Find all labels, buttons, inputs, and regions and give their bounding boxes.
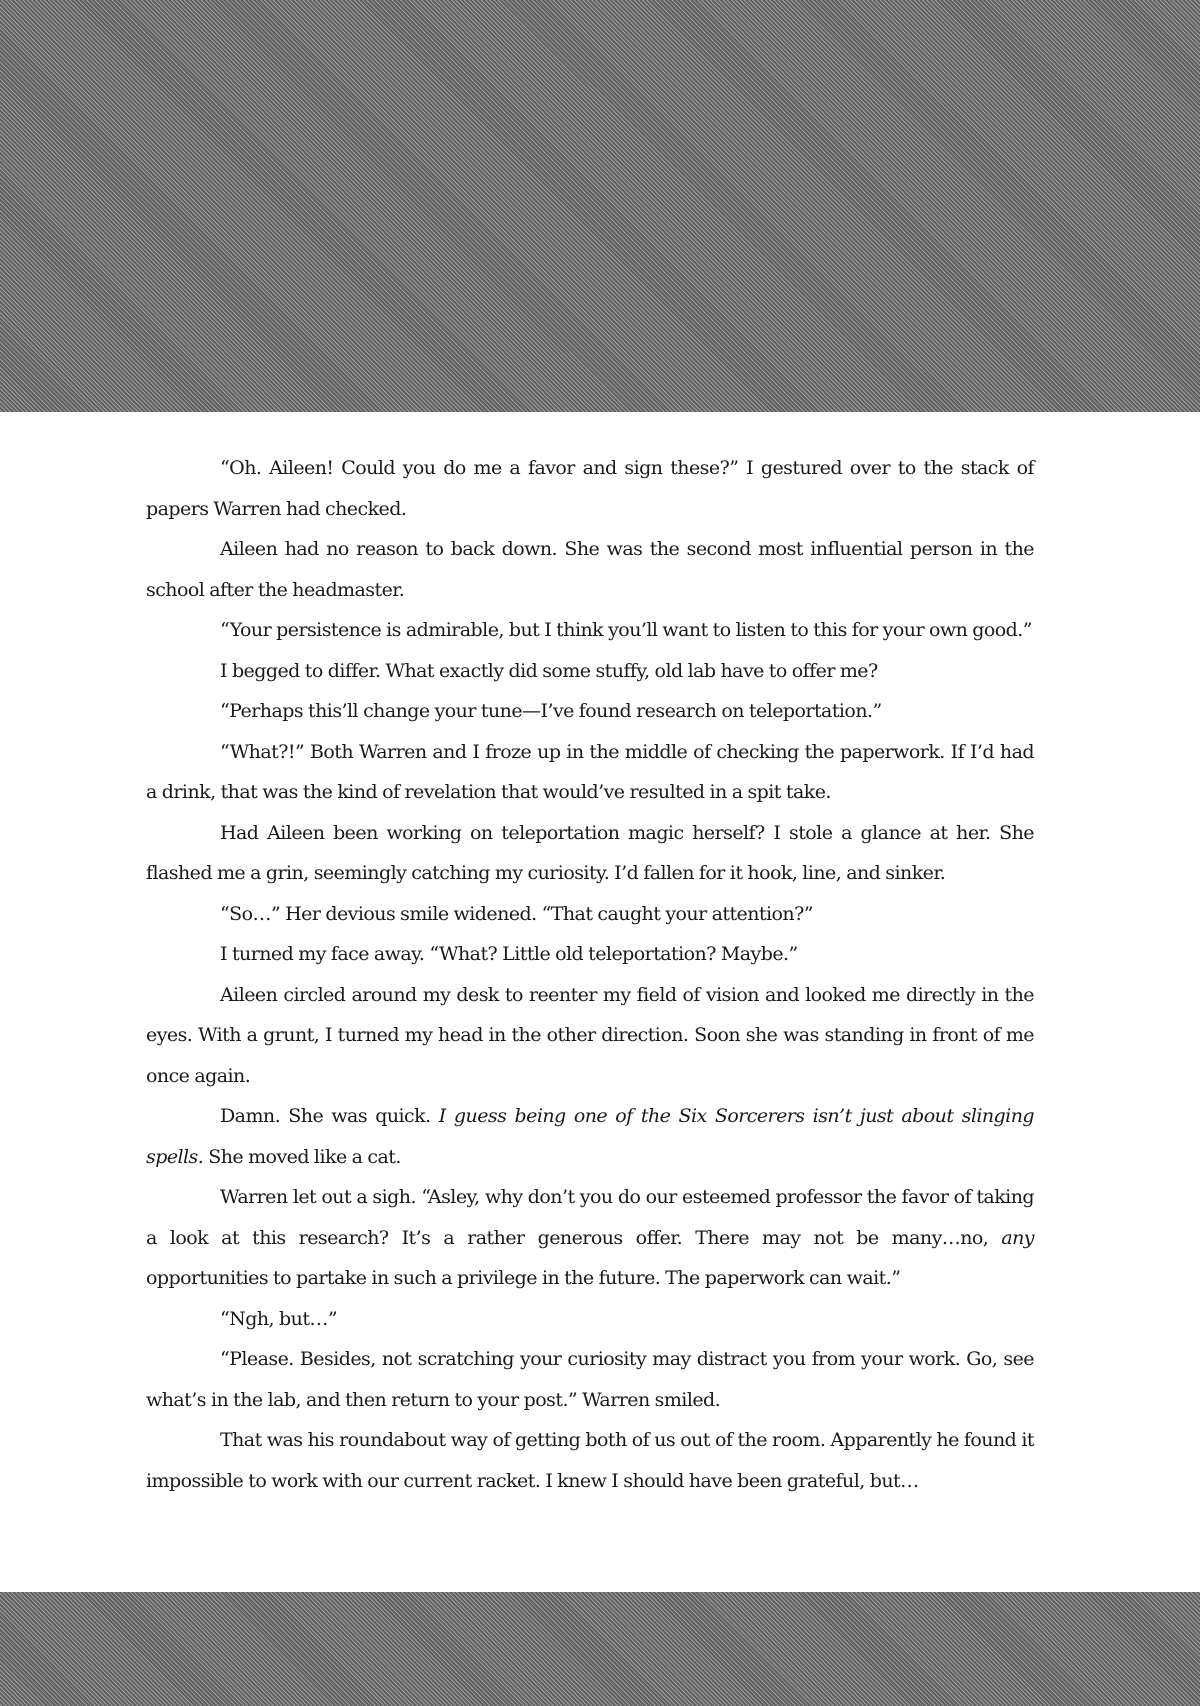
paragraph: I turned my face away. “What? Little old teleportation? Maybe.” <box>220 943 798 965</box>
paragraph: “Your persistence is admirable, but I think you’ll want to listen to this for your own good.” <box>220 619 1032 641</box>
bottom-halftone-band <box>0 1592 1200 1706</box>
paragraph: “Perhaps this’ll change your tune—I’ve found research on teleportation.” <box>220 700 882 722</box>
paragraph-text: Warren let out a sigh. “Asley, why don’t you do our esteemed professor the favor of taking a look at this research? It’s a rather generous offer. There may not be many…no, <box>146 1186 1034 1249</box>
paragraph: “Please. Besides, not scratching your curiosity may distract you from your work. Go, see what’s in the lab, and then return to your post.” Warren smiled. <box>146 1348 1034 1411</box>
paragraph: Had Aileen been working on teleportation magic herself? I stole a glance at her. She flashed me a grin, seemingly catching my curiosity. I’d fallen for it hook, line, and sinker. <box>146 821 1034 884</box>
paragraph: “Ngh, but…” <box>220 1307 338 1330</box>
italic-emphasis: any <box>1001 1226 1034 1249</box>
top-halftone-band <box>0 0 1200 412</box>
paragraph-with-italic <box>146 1177 1034 1299</box>
paragraph: “Oh. Aileen! Could you do me a favor and sign these?” I gestured over to the stack of papers Warren had checked. <box>146 457 1034 520</box>
body-text <box>146 448 1034 1501</box>
italic-thought: I guess being one of the Six Sorcerers isn’t just about slinging spells. <box>146 1105 1034 1168</box>
paragraph-text: She moved like a cat. <box>203 1145 401 1168</box>
paragraph: “What?!” Both Warren and I froze up in the middle of checking the paperwork. If I’d had a drink, that was the kind of revelation that would’ve resulted in a spit take. <box>146 740 1034 803</box>
paragraph: “So…” Her devious smile widened. “That caught your attention?” <box>220 902 813 925</box>
paragraph-text: Damn. She was quick. <box>220 1105 439 1127</box>
paragraph: Aileen circled around my desk to reenter my field of vision and looked me directly in the eyes. With a grunt, I turned my head in the other direction. Soon she was standing in front of me once again. <box>146 983 1034 1087</box>
paragraph: I begged to differ. What exactly did some stuffy, old lab have to offer me? <box>220 659 878 682</box>
paragraph: Aileen had no reason to back down. She was the second most influential person in the school after the headmaster. <box>146 538 1034 601</box>
paragraph: That was his roundabout way of getting both of us out of the room. Apparently he found it impossible to work with our current racket. I knew I should have been grateful, but… <box>146 1429 1034 1492</box>
paragraph-text: opportunities to partake in such a privilege in the future. The paperwork can wait.” <box>146 1267 901 1289</box>
paragraph-with-italic <box>146 1096 1034 1177</box>
